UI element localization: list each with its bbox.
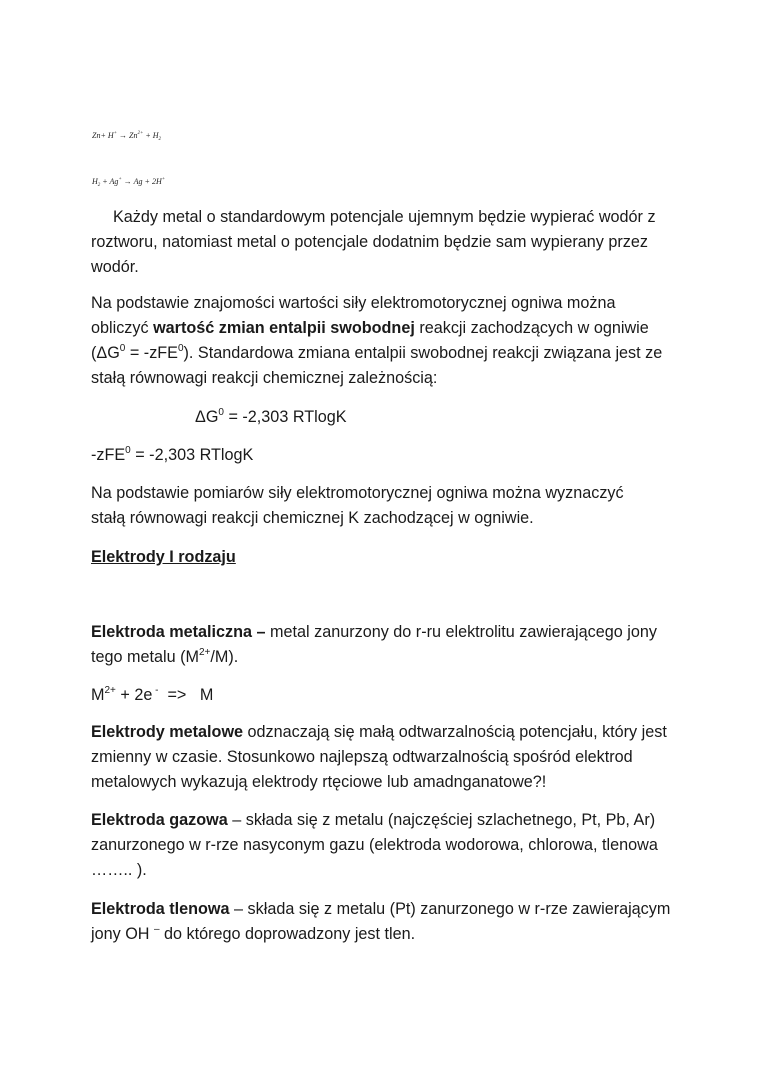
text-span: tego metalu (M [91,648,199,666]
text-line: Na podstawie znajomości wartości siły elektromotorycznej ogniwa można [91,294,616,312]
superscript: - [152,685,159,696]
bold-term: Elektroda tlenowa [91,900,230,918]
text-line: zanurzonego w r-rze nasyconym gazu (elektroda wodorowa, chlorowa, tlenowa [91,836,658,854]
eq-sup: + [161,177,166,182]
eq-sup: + [113,131,117,136]
bold-term: Elektroda gazowa [91,811,228,829]
formula-zfe [91,443,691,468]
eq-arrow: → [121,177,134,186]
superscript: 0 [218,407,224,418]
paragraph-metal-electrode [91,620,691,670]
text-line [91,316,691,341]
text-span: ΔG [195,408,219,426]
text-span: do którego doprowadzony jest tlen. [159,925,416,943]
paragraph-oxygen-electrode [91,897,691,947]
superscript: – [153,924,160,935]
text-line: zmienny w czasie. Stosunkowo najlepszą odtwarzalnością spośród elektrod [91,748,633,766]
text-line: …….. ). [91,861,147,879]
bold-term: Elektrody metalowe [91,723,244,741]
text-line [91,645,691,670]
text-span: -zFE [91,446,126,464]
superscript: 2+ [198,647,211,658]
eq-text: Zn+ H [92,131,114,140]
eq-arrow: → [117,131,129,140]
text-line [91,922,691,947]
text-span: – składa się z metalu (najczęściej szlachetnego, Pt, Pb, Ar) [227,811,656,829]
text-span: (ΔG [91,344,120,362]
text-span: /M). [210,648,239,666]
superscript: 2+ [104,685,116,696]
superscript: 0 [177,343,184,354]
text-line [91,808,691,833]
text-line: Każdy metal o standardowym potencjale ujemnym będzie wypierać wodór z [113,208,656,226]
text-span: ). Standardowa zmiana entalpii swobodnej reakcji związana jest ze [183,344,663,362]
heading-text: Elektrody I rodzaju [91,548,236,566]
paragraph-gibbs-energy [91,291,691,391]
eq-text: H [92,177,98,186]
bold-term: wartość zmian entalpii swobodnej [153,319,415,337]
text-span: + 2e [115,686,153,704]
text-span: obliczyć [91,319,154,337]
text-span: reakcji zachodzących w ogniwie [414,319,649,337]
equation-zinc [92,131,161,142]
text-line: stałą równowagi reakcji chemicznej K zachodzącej w ogniwie. [91,509,534,527]
text-span: => M [158,686,214,704]
paragraph-metal-displacement [91,205,691,280]
superscript: 0 [119,343,126,354]
text-line [91,720,691,745]
formula-delta-g [195,405,760,430]
text-span: = -2,303 RTlogK [130,446,254,464]
text-line [91,620,691,645]
text-line: metalowych wykazują elektrody rtęciowe lub amadnganatowe?! [91,773,547,791]
text-span: metal zanurzony do r-ru elektrolitu zawierającego jony [265,623,657,641]
eq-text: + H [143,131,159,140]
text-line [91,341,691,366]
text-line: wodór. [91,258,139,276]
paragraph-gas-electrode [91,808,691,883]
eq-text: Ag + 2H [133,177,162,186]
paragraph-equilibrium [91,481,691,531]
text-span: M [91,686,105,704]
text-span: jony OH [91,925,154,943]
reaction-reduction [91,683,691,708]
superscript: 0 [125,445,131,456]
text-span: – składa się z metalu (Pt) zanurzonego w r-rze zawierającym [229,900,671,918]
text-line [91,897,691,922]
eq-sub: 2 [97,183,101,188]
section-heading [91,545,691,570]
bold-term: Elektroda metaliczna – [91,623,266,641]
eq-sup: + [118,177,122,182]
eq-sub: 2 [158,137,162,142]
equation-silver [92,177,165,188]
text-line: roztworu, natomiast metal o potencjale dodatnim będzie sam wypierany przez [91,233,648,251]
text-span: = -zFE [125,344,178,362]
text-line: stałą równowagi reakcji chemicznej zależnością: [91,369,438,387]
eq-text: Zn [129,131,138,140]
text-line: Na podstawie pomiarów siły elektromotorycznej ogniwa można wyznaczyć [91,484,624,502]
paragraph-metal-electrodes [91,720,691,795]
eq-sup: 2+ [137,131,144,136]
eq-text: + Ag [100,177,119,186]
text-span: odznaczają się małą odtwarzalnością potencjału, który jest [243,723,667,741]
text-span: = -2,303 RTlogK [223,408,347,426]
